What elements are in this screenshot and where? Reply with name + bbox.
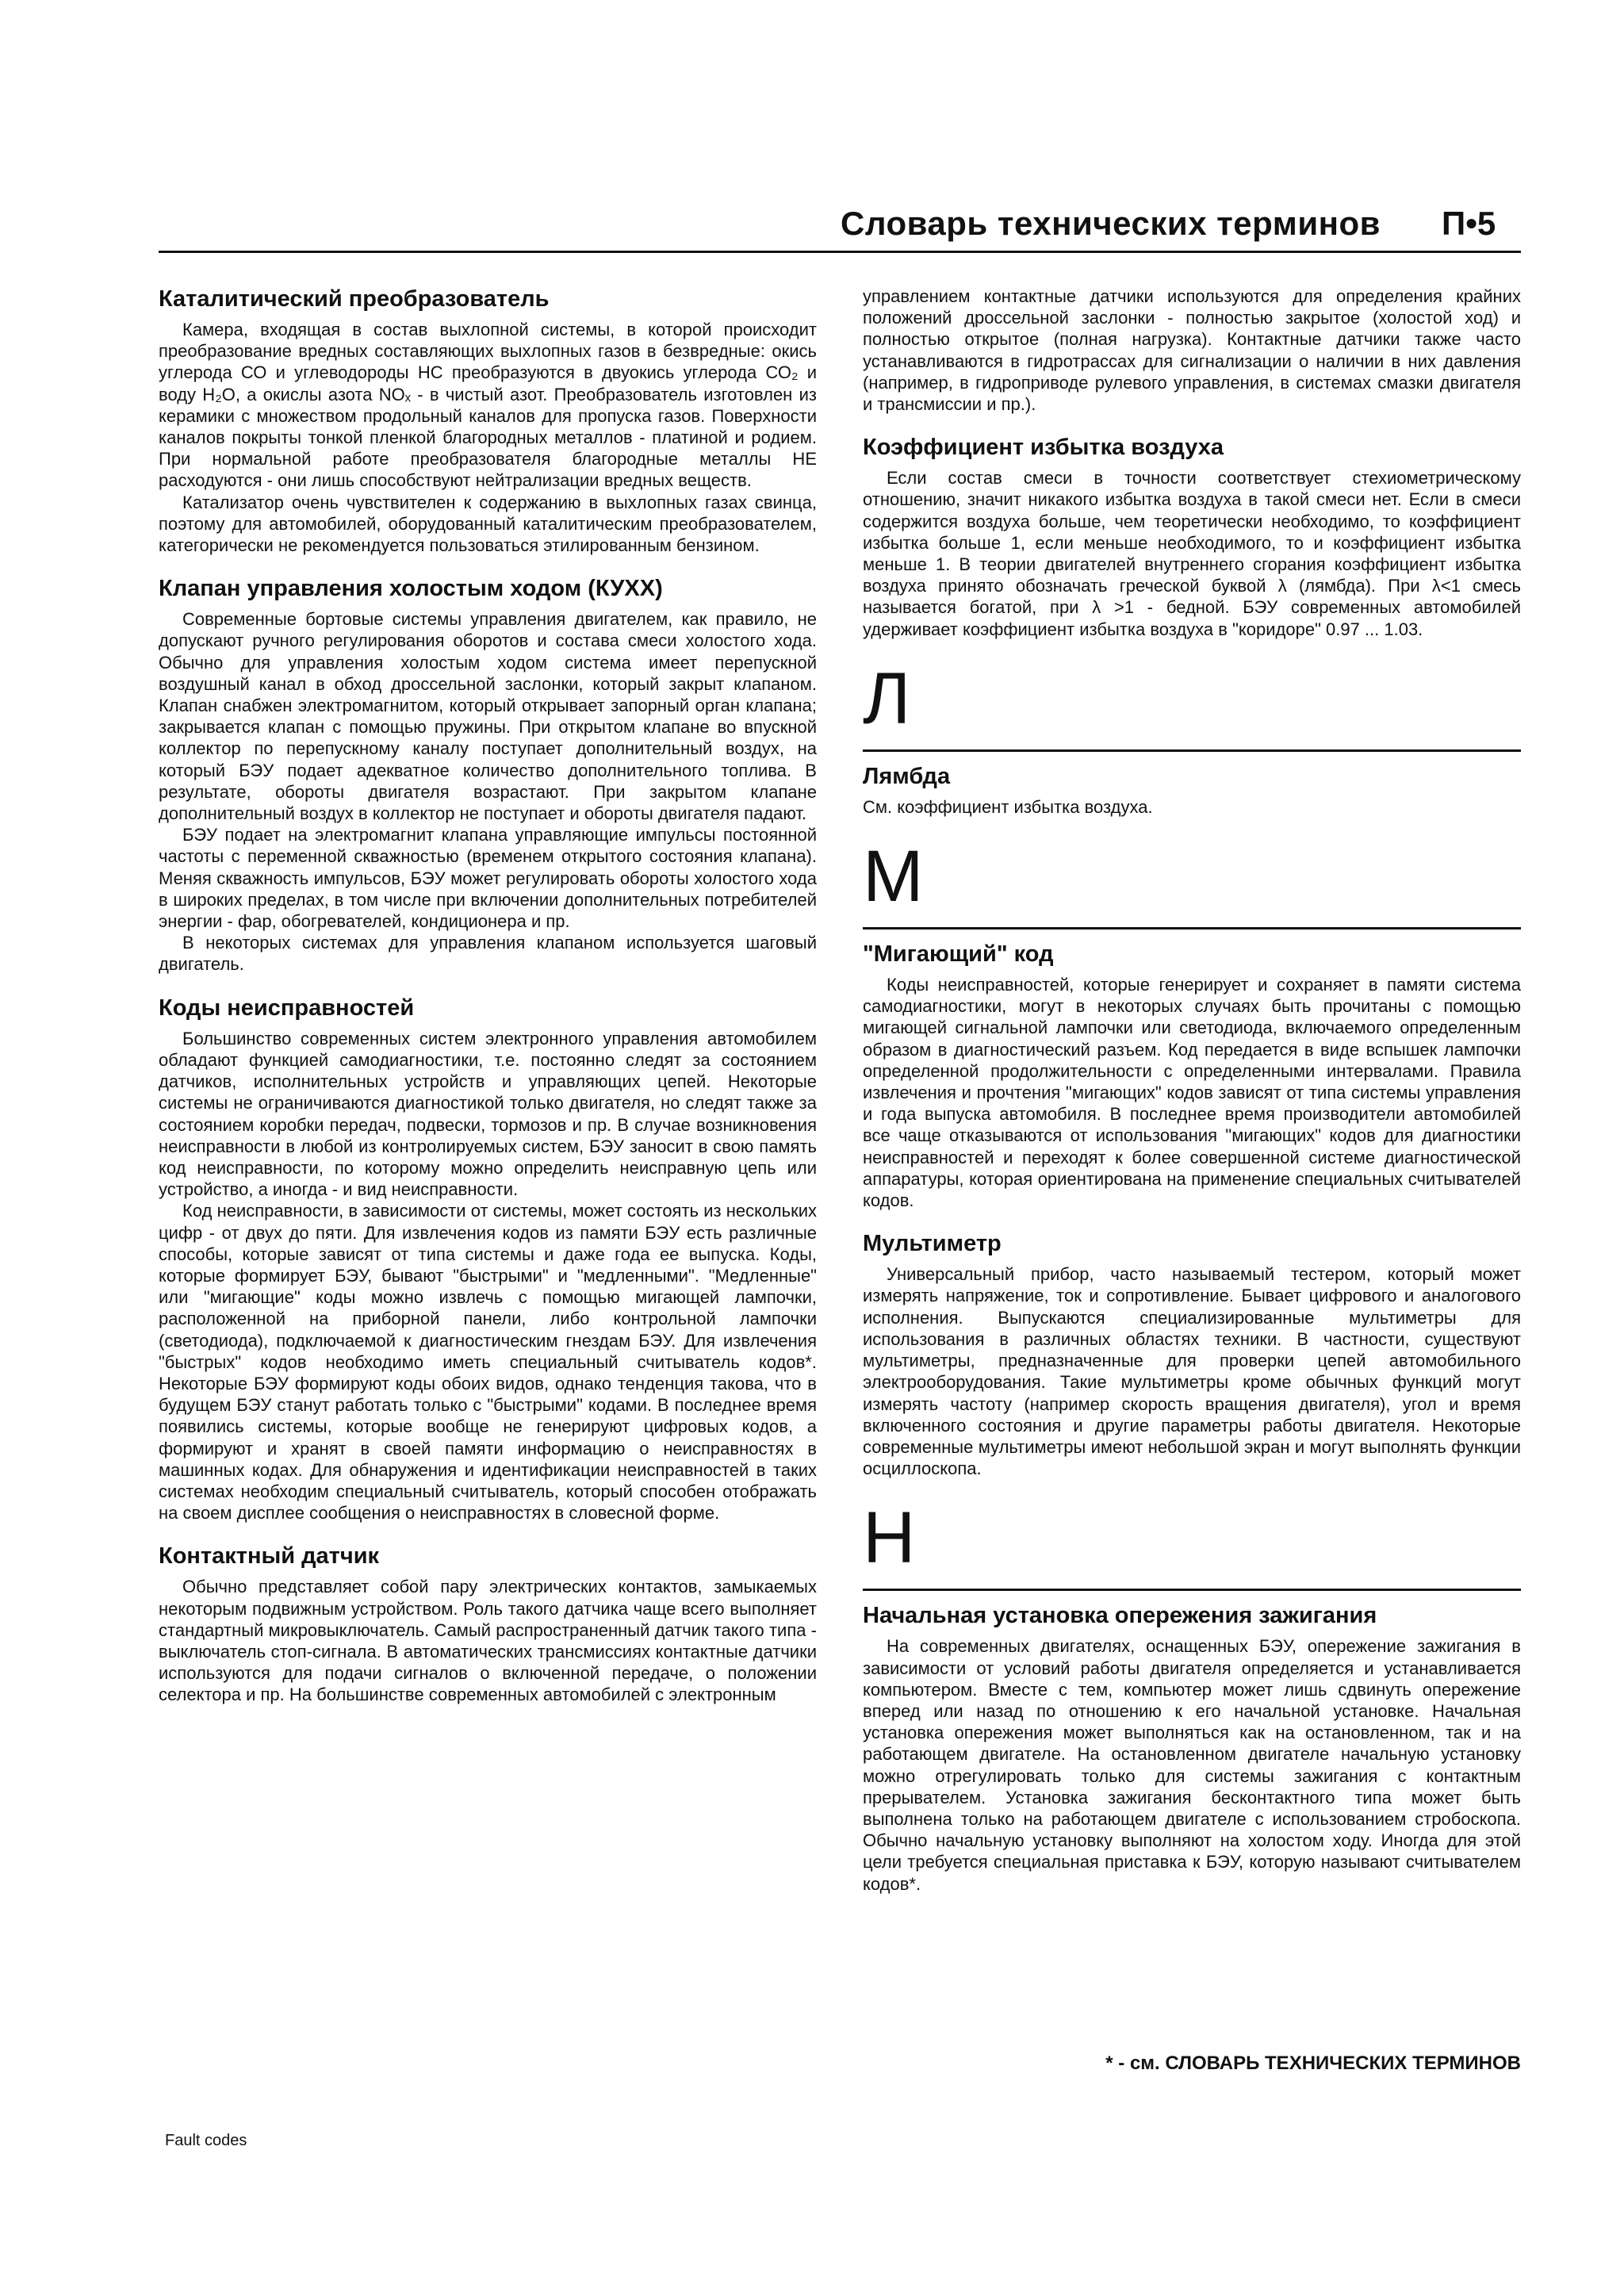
paragraph: БЭУ подает на электромагнит клапана управляющие импульсы постоянной частоты с переменной скважностью (временем открытого состояния клапана). Меняя скважность импульсов, БЭУ может регулировать обороты холостого хода в широких пределах, в том числе при включении дополнительных потребителей энергии - фар, обогревателей, кондиционера и пр. xyxy=(159,825,817,932)
paragraph: Коды неисправностей, которые генерирует и сохраняет в памяти система самодиагностики, могут в некоторых случаях быть прочитаны с помощью мигающей сигнальной лампочки или светодиода, включаемого определенным образом в диагностический разъем. Код передается в виде вспышек лампочки определенной продолжительности с определенными интервалами. Правила извлечения и прочтения "мигающих" кодов зависят от типа системы управления и года выпуска автомобиля. В последнее время производители автомобилей все чаще отказываются от использования "мигающих" кодов для диагностики неисправностей и переходят к более совершенной системе диагностической аппаратуры, которая ориентирована на применение специальных считывателей кодов. xyxy=(863,975,1521,1211)
paragraph: Большинство современных систем электронного управления автомобилем обладают функцией самодиагностики, т.е. постоянно следят за состоянием датчиков, исполнительных устройств и управляющих цепей. Некоторые системы не ограничиваются диагностикой только двигателя, но следят также за состоянием коробки передач, подвески, тормозов и пр. В случае возникновения неисправности в любой из контролируемых систем, БЭУ заносит в свою память код неисправности, по которому можно определить неисправную цепь или устройство, а иногда - и вид неисправности. xyxy=(159,1028,817,1200)
section-title: Каталитический преобразователь xyxy=(159,286,550,312)
letter-heading-n: Н xyxy=(863,1497,916,1579)
footer-label: Fault codes xyxy=(165,2132,247,2149)
section-title: Мультиметр xyxy=(863,1231,1002,1257)
paragraph: управлением контактные датчики используются для определения крайних положений дроссельной заслонки - полностью закрытое (холостой ход) и полностью открытое (полная нагрузка). Контактные датчики также часто устанавливаются в гидротрассах для сигнализации о наличии в них давления (например, в гидроприводе рулевого управления, в системах смазки двигателя и трансмиссии и пр.). xyxy=(863,286,1521,415)
section-title: Коды неисправностей xyxy=(159,995,415,1021)
letter-rule xyxy=(863,749,1521,752)
section-multimeter xyxy=(863,1230,1521,1479)
right-column xyxy=(863,286,1521,1914)
footnote: * - см. СЛОВАРЬ ТЕХНИЧЕСКИХ ТЕРМИНОВ xyxy=(1105,2053,1521,2074)
paragraph: Современные бортовые системы управления двигателем, как правило, не допускают ручного регулирования оборотов и состава смеси холостого хода. Обычно для управления холостым ходом система имеет перепускной воздушный канал в обход дроссельной заслонки, который закрыт клапаном. Клапан снабжен электромагнитом, который открывает запорный орган клапана; закрывается клапан с помощью пружины. При открытом клапане во впускной коллектор по перепускному каналу поступает дополнительный воздух, на который БЭУ подает адекватное количество дополнительного топлива. В результате, обороты двигателя возрастают. При закрытом клапане дополнительный воздух в коллектор не поступает и обороты двигателя падают. xyxy=(159,609,817,824)
paragraph: Если состав смеси в точности соответствует стехиометрическому отношению, значит никакого избытка воздуха в такой смеси нет. Если в смеси содержится воздуха больше, чем теоретически необходимо, то коэффициент избытка больше 1, если меньше необходимого, то и коэффициент избытка меньше 1. В теории двигателей внутреннего сгорания коэффициент избытка воздуха принято обозначать греческой буквой λ (лямбда). При λ<1 смесь называется богатой, при λ >1 - бедной. БЭУ современных автомобилей удерживает коэффициент избытка воздуха в "коридоре" 0.97 ... 1.03. xyxy=(863,468,1521,639)
header-rule xyxy=(159,251,1521,253)
left-column xyxy=(159,286,817,1725)
paragraph: Код неисправности, в зависимости от системы, может состоять из нескольких цифр - от двух до пяти. Для извлечения кодов из памяти БЭУ есть различные способы, которые зависят от типа системы и даже года ее выпуска. Коды, которые формирует БЭУ, бывают "быстрыми" и "медленными". "Медленные" или "мигающие" коды можно извлечь с помощью мигающей лампочки, расположенной на приборной панели, либо контрольной лампочки (светодиода), подключаемой к диагностическим гнездам БЭУ. Для извлечения "быстрых" кодов необходимо иметь специальный считыватель кодов*. Некоторые БЭУ формируют коды обоих видов, однако тенденция такова, что в будущем БЭУ станут работать только с "быстрыми" кодами. В последнее время появились системы, которые вообще не генерируют цифровых кодов, а формируют и хранят в своей памяти информацию о неисправностях в машинных кодах. Для обнаружения и идентификации неисправностей в таких системах необходим специальный считыватель, который способен отображать на своем дисплее сообщения о неисправностях в словесной форме. xyxy=(159,1201,817,1524)
letter-rule xyxy=(863,927,1521,930)
section-fault-codes xyxy=(159,995,817,1524)
section-lambda xyxy=(863,763,1521,818)
page-header-title: Словарь технических терминов xyxy=(841,205,1381,242)
letter-heading-l: Л xyxy=(863,657,911,739)
section-title: Контактный датчик xyxy=(159,1543,380,1570)
page-number: П•5 xyxy=(1442,205,1496,242)
paragraph: Катализатор очень чувствителен к содержанию в выхлопных газах свинца, поэтому для автомобилей, оборудованный каталитическим преобразователем, категорически не рекомендуется пользоваться этилированным бензином. xyxy=(159,492,817,556)
paragraph: На современных двигателях, оснащенных БЭУ, опережение зажигания в зависимости от условий работы двигателя определяется и устанавливается компьютером. Вместе с тем, компьютер может лишь сдвинуть опережение вперед или назад по отношению к его начальной установке. Начальная установка опережения может выполняться как на остановленном, так и на работающем двигателе. На остановленном двигателе начальную установку можно отрегулировать только для системы зажигания с контактным прерывателем. Установка зажигания бесконтактного типа может быть выполнена только на работающем двигателе с использованием стробоскопа. Обычно начальную установку выполняют на холостом ходу. Иногда для этой цели требуется специальная приставка к БЭУ, которую называют считывателем кодов*. xyxy=(863,1636,1521,1894)
paragraph: См. коэффициент избытка воздуха. xyxy=(863,796,1153,817)
section-title: Клапан управления холостым ходом (КУХХ) xyxy=(159,576,663,602)
section-title: "Мигающий" код xyxy=(863,941,1054,968)
paragraph: В некоторых системах для управления клапаном используется шаговый двигатель. xyxy=(159,933,817,975)
section-catalytic-converter xyxy=(159,286,817,556)
section-title: Начальная установка опережения зажигания xyxy=(863,1603,1377,1629)
letter-rule xyxy=(863,1589,1521,1591)
section-contact-sensor-continued xyxy=(863,286,1521,415)
letter-heading-m: М xyxy=(863,836,924,918)
section-initial-ignition-timing xyxy=(863,1602,1521,1894)
paragraph: Универсальный прибор, часто называемый тестером, который может измерять напряжение, ток и сопротивление. Бывает цифрового и аналогового исполнения. Выпускаются специализированные мультиметры для использования в различных областях техники. В частности, существуют мультиметры, предназначенные для проверки цепей автомобильного электрооборудования. Такие мультиметры кроме обычных функций могут измерять частоту (например скорость вращения двигателя), угол и время включенного состояния и другие параметры работы двигателя. Некоторые современные мультиметры имеют небольшой экран и могут выполнять функции осциллоскопа. xyxy=(863,1264,1521,1479)
paragraph: Обычно представляет собой пару электрических контактов, замыкаемых некоторым подвижным устройством. Роль такого датчика чаще всего выполняет стандартный микровыключатель. Самый распространенный датчик такого типа - выключатель стоп-сигнала. В автоматических трансмиссиях контактные датчики используются для подачи сигналов о включенной передаче, о положении селектора и пр. На большинстве современных автомобилей с электронным xyxy=(159,1577,817,1705)
section-flash-code xyxy=(863,941,1521,1211)
section-title: Коэффициент избытка воздуха xyxy=(863,435,1224,461)
section-title: Лямбда xyxy=(863,763,951,789)
paragraph: Камера, входящая в состав выхлопной системы, в которой происходит преобразование вредных составляющих выхлопных газов в безвредные: окись углерода СО и углеводороды НС преобразуются в двуокись углерода СО₂ и воду Н₂О, а окислы азота NOₓ - в чистый азот. Преобразователь изготовлен из керамики с множеством продольный каналов для пропуска газов. Поверхности каналов покрыты тонкой пленкой благородных металлов - платиной и родием. При нормальной работе преобразователя благородные металлы НЕ расходуются - они лишь способствуют нейтрализации вредных веществ. xyxy=(159,320,817,491)
section-idle-valve xyxy=(159,575,817,975)
section-contact-sensor xyxy=(159,1543,817,1705)
section-air-excess-ratio xyxy=(863,434,1521,640)
